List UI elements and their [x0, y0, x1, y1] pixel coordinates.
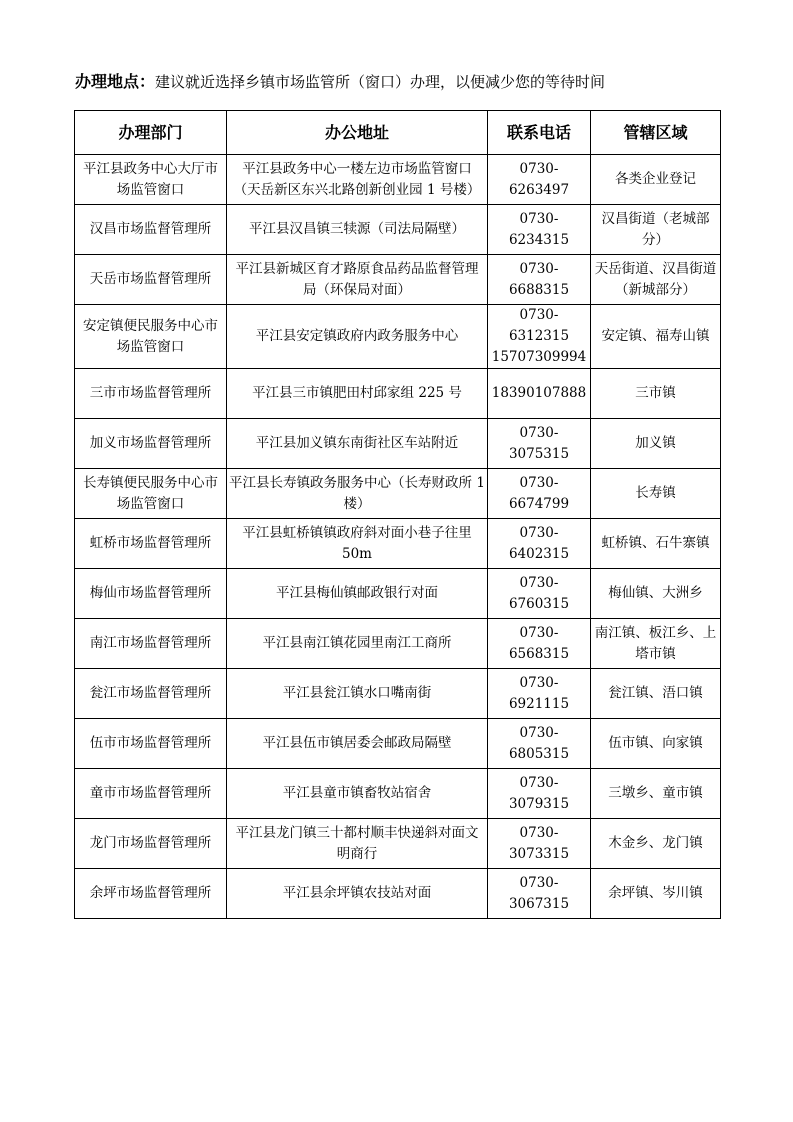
table-row [75, 305, 721, 369]
area-cell: 汉昌街道（老城部分） [591, 205, 721, 255]
phone-cell: 0730-6760315 [488, 569, 591, 619]
address-cell: 平江县南江镇花园里南江工商所 [227, 619, 488, 669]
area-cell: 南江镇、板江乡、上塔市镇 [591, 619, 721, 669]
phone-cell: 0730-3067315 [488, 869, 591, 919]
dept-cell: 龙门市场监督管理所 [75, 819, 227, 869]
area-cell: 三市镇 [591, 369, 721, 419]
address-cell: 平江县三市镇肥田村邱家组 225 号 [227, 369, 488, 419]
dept-cell: 余坪市场监督管理所 [75, 869, 227, 919]
table-row [75, 619, 721, 669]
phone-cell: 0730-6688315 [488, 255, 591, 305]
table-row [75, 819, 721, 869]
phone-cell: 0730-6805315 [488, 719, 591, 769]
table-row [75, 419, 721, 469]
area-cell: 梅仙镇、大洲乡 [591, 569, 721, 619]
dept-cell: 童市市场监督管理所 [75, 769, 227, 819]
dept-cell: 三市市场监督管理所 [75, 369, 227, 419]
area-cell: 虹桥镇、石牛寨镇 [591, 519, 721, 569]
address-cell: 平江县长寿镇政务服务中心（长寿财政所 1 楼） [227, 469, 488, 519]
intro-label: 办理地点： [75, 72, 156, 91]
address-cell: 平江县瓮江镇水口嘴南街 [227, 669, 488, 719]
dept-cell: 长寿镇便民服务中心市场监管窗口 [75, 469, 227, 519]
header-address: 办公地址 [227, 111, 488, 155]
intro-line [75, 70, 755, 94]
dept-cell: 南江市场监督管理所 [75, 619, 227, 669]
area-cell: 加义镇 [591, 419, 721, 469]
table-row [75, 669, 721, 719]
table-row [75, 369, 721, 419]
dept-cell: 梅仙市场监督管理所 [75, 569, 227, 619]
dept-cell: 加义市场监督管理所 [75, 419, 227, 469]
area-cell: 三墩乡、童市镇 [591, 769, 721, 819]
table-row [75, 469, 721, 519]
address-cell: 平江县伍市镇居委会邮政局隔壁 [227, 719, 488, 769]
address-cell: 平江县梅仙镇邮政银行对面 [227, 569, 488, 619]
phone-cell: 0730-3073315 [488, 819, 591, 869]
dept-cell: 瓮江市场监督管理所 [75, 669, 227, 719]
header-dept: 办理部门 [75, 111, 227, 155]
table-row [75, 205, 721, 255]
area-cell: 长寿镇 [591, 469, 721, 519]
phone-cell: 0730-6234315 [488, 205, 591, 255]
dept-cell: 汉昌市场监督管理所 [75, 205, 227, 255]
phone-cell: 0730-6402315 [488, 519, 591, 569]
dept-cell: 天岳市场监督管理所 [75, 255, 227, 305]
area-cell: 各类企业登记 [591, 155, 721, 205]
table-row [75, 769, 721, 819]
area-cell: 伍市镇、向家镇 [591, 719, 721, 769]
address-cell: 平江县龙门镇三十都村顺丰快递斜对面文明商行 [227, 819, 488, 869]
area-cell: 天岳街道、汉昌街道（新城部分） [591, 255, 721, 305]
address-cell: 平江县童市镇畜牧站宿舍 [227, 769, 488, 819]
intro-text: 建议就近选择乡镇市场监管所（窗口）办理，以便减少您的等待时间 [155, 73, 606, 91]
address-cell: 平江县汉昌镇三犊源（司法局隔壁） [227, 205, 488, 255]
dept-cell: 伍市市场监督管理所 [75, 719, 227, 769]
dept-cell: 虹桥市场监督管理所 [75, 519, 227, 569]
phone-cell: 0730-3075315 [488, 419, 591, 469]
table-header-row [75, 111, 721, 155]
area-cell: 余坪镇、岑川镇 [591, 869, 721, 919]
office-table [74, 110, 721, 919]
phone-cell: 0730-6921115 [488, 669, 591, 719]
phone-cell: 0730-6263497 [488, 155, 591, 205]
phone-cell: 0730-6312315 15707309994 [488, 305, 591, 369]
header-area: 管辖区域 [591, 111, 721, 155]
phone-cell: 18390107888 [488, 369, 591, 419]
header-phone: 联系电话 [488, 111, 591, 155]
address-cell: 平江县政务中心一楼左边市场监管窗口（天岳新区东兴北路创新创业园 1 号楼） [227, 155, 488, 205]
area-cell: 安定镇、福寿山镇 [591, 305, 721, 369]
table-row [75, 719, 721, 769]
dept-cell: 平江县政务中心大厅市场监管窗口 [75, 155, 227, 205]
address-cell: 平江县余坪镇农技站对面 [227, 869, 488, 919]
table-row [75, 255, 721, 305]
phone-cell: 0730-3079315 [488, 769, 591, 819]
address-cell: 平江县新城区育才路原食品药品监督管理局（环保局对面） [227, 255, 488, 305]
area-cell: 木金乡、龙门镇 [591, 819, 721, 869]
table-row [75, 869, 721, 919]
table-row [75, 155, 721, 205]
table-row [75, 569, 721, 619]
address-cell: 平江县加义镇东南街社区车站附近 [227, 419, 488, 469]
table-row [75, 519, 721, 569]
phone-cell: 0730-6674799 [488, 469, 591, 519]
phone-cell: 0730-6568315 [488, 619, 591, 669]
address-cell: 平江县安定镇政府内政务服务中心 [227, 305, 488, 369]
address-cell: 平江县虹桥镇镇政府斜对面小巷子往里 50m [227, 519, 488, 569]
area-cell: 瓮江镇、浯口镇 [591, 669, 721, 719]
dept-cell: 安定镇便民服务中心市场监管窗口 [75, 305, 227, 369]
